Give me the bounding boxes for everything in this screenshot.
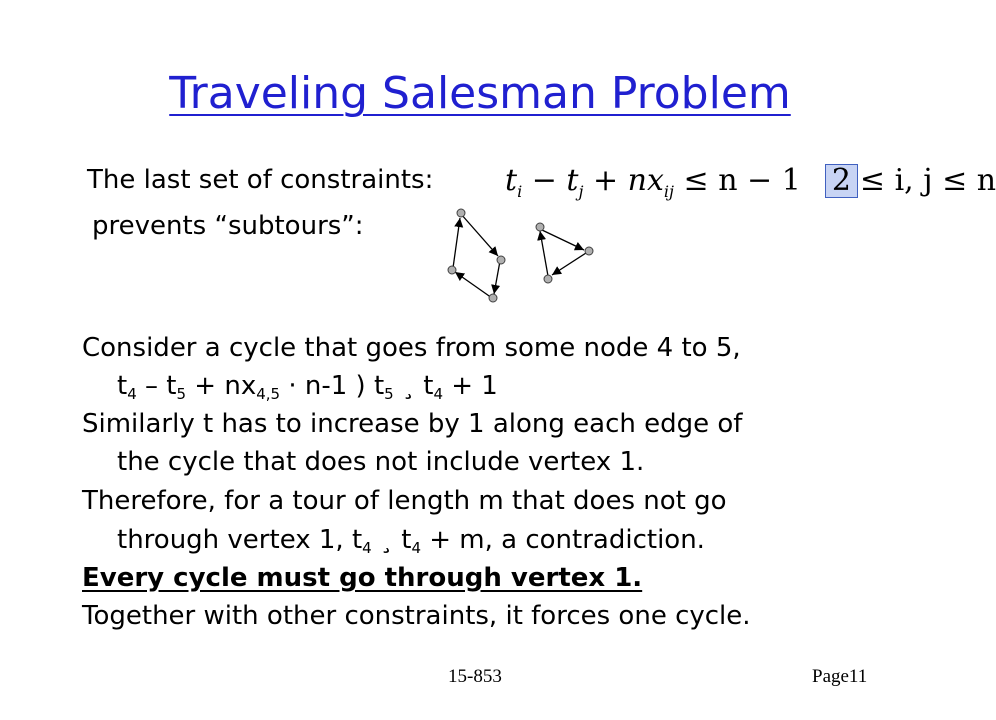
edge-arrow: [552, 253, 586, 275]
graph-node: [448, 266, 456, 274]
similarly-text-2: the cycle that does not include vertex 1.: [117, 447, 645, 477]
edge-arrow: [455, 272, 492, 298]
therefore-text-1: Therefore, for a tour of length m that does not go: [82, 486, 727, 516]
edge-arrow: [494, 261, 500, 294]
footer-page-number: Page11: [812, 666, 868, 687]
ineq-sub: 4: [433, 385, 443, 403]
formula-sub-i: i: [517, 182, 523, 201]
edge-arrow: [453, 218, 460, 268]
formula-rhs: ≤ n − 1: [673, 163, 801, 198]
formula-t: t: [505, 163, 518, 198]
prevents-text: prevents “subtours”:: [92, 211, 364, 241]
therefore-part: + m, a contradiction.: [420, 525, 705, 555]
ineq-sub: 5: [384, 385, 394, 403]
intro-text: The last set of constraints:: [87, 165, 434, 195]
graph-node: [489, 294, 497, 302]
therefore-part: ¸ t: [371, 525, 412, 555]
ineq-part: + nx: [186, 371, 257, 401]
ineq-part: + 1: [442, 371, 498, 401]
graph-node: [544, 275, 552, 283]
together-text: Together with other constraints, it forces one cycle.: [82, 601, 751, 631]
footer-course-number: 15-853: [448, 666, 502, 687]
graph-node: [536, 223, 544, 231]
formula-nx: nx: [627, 163, 664, 198]
constraint-formula: [505, 163, 996, 199]
formula-t: t: [566, 163, 579, 198]
graph-node: [457, 209, 465, 217]
edge-arrow: [461, 214, 498, 256]
ineq-part: ¸ t: [393, 371, 434, 401]
every-cycle-text: Every cycle must go through vertex 1.: [82, 563, 643, 593]
ineq-part: – t: [136, 371, 177, 401]
formula-plus: +: [583, 163, 628, 198]
ineq-part: t: [117, 371, 128, 401]
formula-minus: −: [522, 163, 567, 198]
slide-title: Traveling Salesman Problem: [169, 68, 791, 119]
consider-text: Consider a cycle that goes from some node 4 to 5,: [82, 333, 741, 363]
formula-sub-ij: ij: [663, 182, 674, 201]
ineq-sub: 5: [176, 385, 187, 403]
formula-range: ≤ i, j ≤ n: [859, 163, 996, 198]
therefore-sub: 4: [411, 539, 421, 557]
subtour-diagram: [440, 205, 610, 315]
edge-arrow: [542, 230, 584, 250]
cycle-inequality: [117, 371, 498, 401]
ineq-part: · n-1 ) t: [280, 371, 385, 401]
edge-arrow: [540, 231, 548, 276]
therefore-text-2: [117, 525, 705, 555]
ineq-sub: 4,5: [256, 385, 281, 403]
graph-node: [497, 256, 505, 264]
therefore-part: through vertex 1, t: [117, 525, 363, 555]
formula-boxed-2: 2: [825, 164, 858, 198]
similarly-text-1: Similarly t has to increase by 1 along each edge of: [82, 409, 743, 439]
ineq-sub: 4: [127, 385, 137, 403]
graph-node: [585, 247, 593, 255]
formula-sub-j: j: [578, 182, 584, 201]
therefore-sub: 4: [362, 539, 372, 557]
